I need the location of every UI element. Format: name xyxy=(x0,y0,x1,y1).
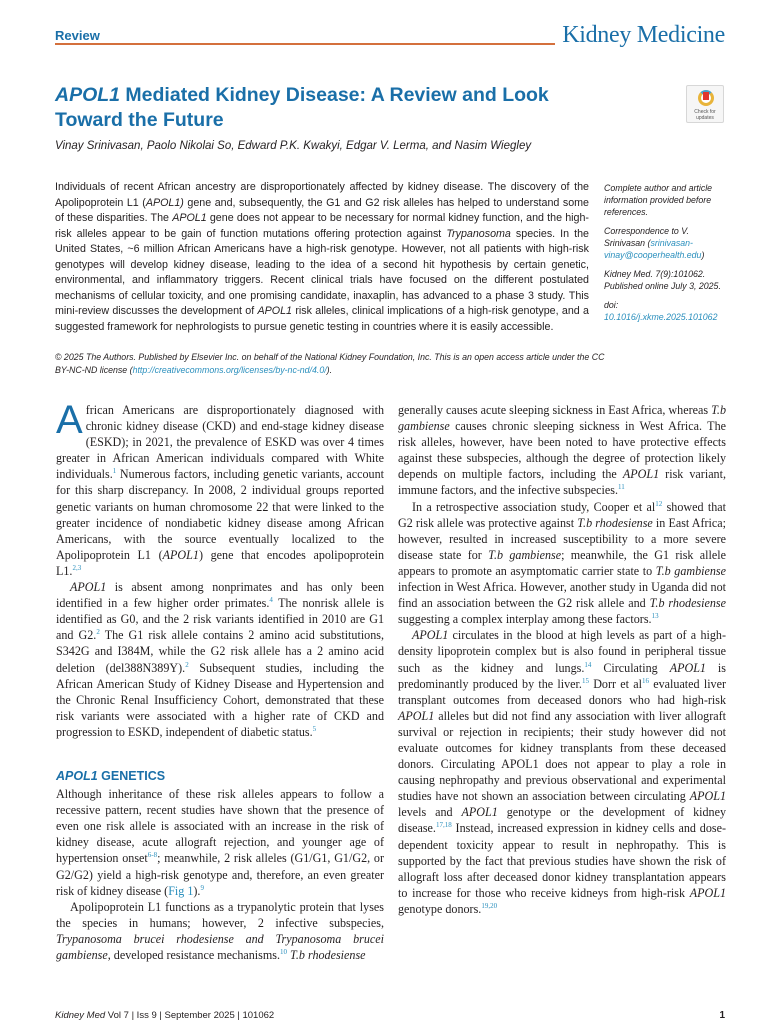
citation-ref[interactable]: 15 xyxy=(581,676,589,685)
page-footer xyxy=(55,1010,725,1021)
citation-ref[interactable]: 13 xyxy=(651,612,659,621)
doi: doi: 10.1016/j.xkme.2025.101062 xyxy=(604,300,718,322)
paragraph: APOL1 circulates in the blood at high levels as part of a high-density lipoprotein complex but is also found in peripheral tissue such as the kidney and lungs.$^{14}$ Circulating APOL1 is predominantly produced by the liver.$^{15}$ Dorr et $al^{16}$ evaluated liver transplant outcomes from deceased donors who had high-risk APOL1 alleles but did not find any association with liver allograft survival or rejection in recipients; their study however did not evaluate outcomes for kidney transplants from these deceased donors. Circulating APOL1 does not appear to play a role in causing nephropathy and previous observational and experimental studies have not shown an association between circulating APOL1 levels and APOL1 genotype or the development of kidney disease.$^{17,18}$ Instead, increased expression in kidney cells and dose-dependent toxicity appear to result in nephropathy. This is supported by the fact that previous studies have shown the risk of allograft loss after deceased donor kidney transplantation appears to increase for those who receive kidneys from high-risk APOL1 genotype donors.$^{19,20}$ xyxy=(398,628,727,916)
section-label: Review xyxy=(55,28,100,43)
citation-ref[interactable]: 19,20 xyxy=(481,901,498,910)
doi-link[interactable]: 10.1016/j.xkme.2025.101062 xyxy=(604,312,718,322)
citation-ref[interactable]: 5 xyxy=(312,724,317,733)
article-info-sidebar xyxy=(604,182,729,330)
paragraph: generally causes acute sleeping sickness in East Africa, whereas T.b gambiense causes chronic sleeping sickness in West Africa. The risk alleles, however, have been noted to have protective effects against these subspecies, although the degree of protection likely depends on multiple factors, including the APOL1 risk variant, immune factors, and the infective subspecies.$^{11}$ xyxy=(398,403,726,498)
page-header xyxy=(55,22,725,56)
citation-ref[interactable]: 1 xyxy=(112,467,117,476)
bookmark-icon xyxy=(703,92,709,100)
citation-ref[interactable]: 2,3 xyxy=(72,563,82,572)
title-text: Mediated Kidney Disease: A Review and Look Toward the Future xyxy=(55,84,549,131)
section-heading: APOL1 GENETICS xyxy=(56,768,166,783)
citation: Kidney Med. 7(9):101062. Published online July 3, 2025. xyxy=(604,269,721,291)
journal-logo: Kidney Medicine xyxy=(562,22,725,48)
footer-journal: Kidney Med xyxy=(55,1010,106,1021)
abstract: Individuals of recent African ancestry are disproportionately affected by kidney disease. The discovery of the Apolipoprotein L1 (APOL1) gene and, subsequently, the G1 and G2 risk alleles has helped to understand some of these disparities. The APOL1 gene does not appear to be necessary for normal kidney function, and the high-risk alleles appear to be gain of function mutations offering protection against Trypanosoma species. In the United States, ~6 million African Americans have a high-risk genotype. However, not all patients with high-risk genotypes will develop kidney disease, leading to the idea of a second hit hypothesis by certain genetic, environmental, and inflammatory triggers. Recent clinical trials have focused on the different postulated mechanisms of cellular toxicity, and one promising candidate, inaxaplin, has advanced to a phase 3 study. This mini-review discusses the development of APOL1 risk alleles, clinical implications of a high-risk genotype, and a suggested framework for nephrologists to pursue genetic testing in countries where it is easily accessible. xyxy=(55,181,590,333)
citation-ref[interactable]: 2 xyxy=(185,660,189,669)
paragraph: Although inheritance of these risk alleles appears to follow a recessive pattern, recent studies have shown that the presence of even one risk allele is associated with an increase in the risk of kidney disease, acute allograft rejection, and younger age of hypertension onset$^{6-8}$; meanwhile, 2 risk alleles (G1/G1, G1/G2, or G2/G2) yield a high-risk genotype and, therefore, an even greater risk of kidney disease (Fig 1).$^9$ xyxy=(56,787,384,898)
copyright-notice: © 2025 The Authors. Published by Elsevier Inc. on behalf of the National Kidney Foundation, Inc. This is an open access article under the CC BY-NC-ND license (http://creativecommons.org/licenses/by-nc-nd/4.0/). xyxy=(55,352,605,375)
paragraph: In a retrospective association study, Cooper et $al^{12}$ showed that G2 risk allele was protective against T.b rhodesiense in East Africa; however, resulted in increased susceptibility to a more severe disease state for T.b gambiense; meanwhile, the G1 risk allele appears to promote an asymptomatic carrier state to T.b gambiense infection in West Africa. However, another study in Uganda did not find an association between the G2 risk allele and T.b rhodesiense suggesting a complex interplay among these factors.$^{13}$ xyxy=(398,499,726,627)
paragraph: African Americans are disproportionately diagnosed with chronic kidney disease (CKD) and end-stage kidney disease (ESKD); in 2021, the prevalence of ESKD was over 4 times greater in African American individuals compared with White individuals.$^1$ Numerous factors, including genetic variants, account for this sharp discrepancy. In 2008, 2 individual groups reported genetic variants on human chromosome 22 that were linked to the greater incidence of nondiabetic kidney disease among African Americans, with the source eventually localized to the Apolipoprotein L1 (APOL1) gene that encodes apolipoprotein L1.$^{2,3}$ xyxy=(56,398,384,578)
citation-ref[interactable]: 16 xyxy=(642,676,649,685)
paragraph: Apolipoprotein L1 functions as a trypanolytic protein that lyses the species in humans; however, 2 infective subspecies, Trypanosoma brucei rhodesiense and Trypanosoma brucei gambiense, developed resistance mechanisms.$^{10}$ T.b rhodesiense xyxy=(56,899,384,962)
info-note: Complete author and article information provided before references. xyxy=(604,183,713,217)
body-column-right xyxy=(398,402,726,917)
license-link[interactable]: http://creativecommons.org/licenses/by-nc-nd/4.0/ xyxy=(132,364,327,375)
citation-ref[interactable]: 12 xyxy=(655,499,663,508)
citation-ref[interactable]: 2 xyxy=(96,628,100,637)
check-for-updates-button[interactable] xyxy=(686,85,724,123)
badge-label: Check for updates xyxy=(694,109,716,121)
figure-link[interactable]: Fig 1 xyxy=(168,883,194,898)
citation-ref[interactable]: 9 xyxy=(200,883,204,892)
citation-ref[interactable]: 17,18 xyxy=(435,821,452,830)
author-list: Vinay Srinivasan, Paolo Nikolai So, Edward P.K. Kwakyi, Edgar V. Lerma, and Nasim Wiegley xyxy=(55,140,532,152)
citation-ref[interactable]: 4 xyxy=(269,596,273,605)
footer-issue: Vol 7 | Iss 9 | September 2025 | 101062 xyxy=(105,1010,275,1021)
body-column-left xyxy=(56,398,385,963)
citation-ref[interactable]: 14 xyxy=(584,660,592,669)
citation-ref[interactable]: 11 xyxy=(617,483,625,492)
paragraph: APOL1 is absent among nonprimates and has only been identified in a few higher order primates.$^4$ The nonrisk allele is identified as G0, and the 2 risk variants identified in 2010 are G1 and G2.$^2$ The G1 risk allele contains 2 amino acid substitutions, S342G and I384M, while the G2 risk allele has a 2 amino acid deletion (del388N389Y).$^2$ Subsequent studies, including the African American Study of Kidney Disease and Hypertension and the Chronic Renal Insufficiency Cohort, demonstrated that these risk variants were associated with a higher rate of CKD and progression to ESKD, independent of diabetic status.$^5$ xyxy=(56,580,385,739)
title-gene: APOL1 xyxy=(55,84,121,106)
email-link[interactable]: srinivasan-vinay@cooperhealth.edu xyxy=(604,238,702,260)
article-title xyxy=(55,83,615,133)
correspondence: Correspondence to V. Srinivasan (srinivasan-vinay@cooperhealth.edu) xyxy=(604,226,705,260)
citation-ref[interactable]: 10 xyxy=(280,948,288,956)
page-number: 1 xyxy=(719,1010,725,1021)
drop-cap: A xyxy=(56,398,83,442)
header-rule xyxy=(55,43,555,45)
citation-ref[interactable]: 6-8 xyxy=(147,851,158,860)
